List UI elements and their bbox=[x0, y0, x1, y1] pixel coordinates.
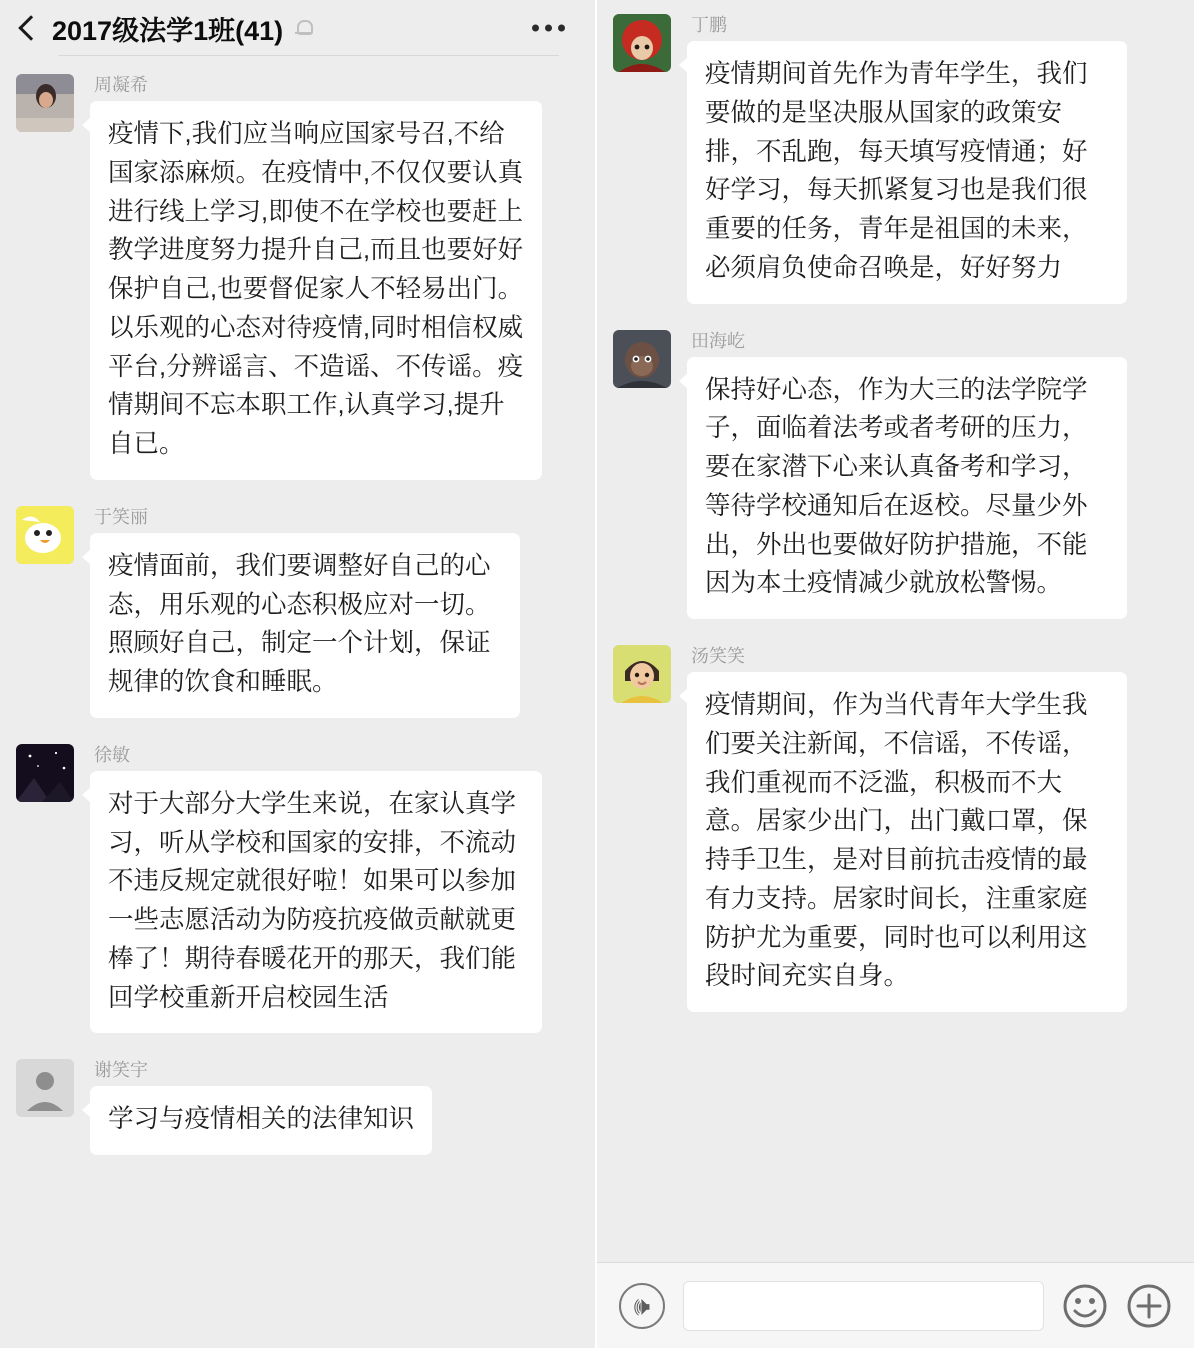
voice-record-icon[interactable] bbox=[619, 1283, 665, 1329]
emoji-smiley-icon[interactable] bbox=[1062, 1283, 1108, 1329]
more-dots-icon[interactable] bbox=[532, 25, 565, 32]
page-title: 2017级法学1班(41) bbox=[52, 15, 284, 46]
voice-glyph: 🕪 bbox=[633, 1290, 651, 1321]
list-item bbox=[16, 1059, 571, 1155]
list-item bbox=[16, 506, 571, 718]
message-bubble[interactable]: 学习与疫情相关的法律知识 bbox=[90, 1086, 432, 1155]
mute-bell-icon bbox=[293, 17, 315, 39]
avatar[interactable] bbox=[613, 645, 671, 703]
message-bubble[interactable]: 疫情下,我们应当响应国家号召,不给国家添麻烦。在疫情中,不仅仅要认真进行线上学习,即使不在学校也要赶上教学进度努力提升自己,而且也要好好保护自己,也要督促家人不轻易出门。以乐观的心态对待疫情,同时相信权威平台,分辨谣言、不造谣、不传谣。疫情期间不忘本职工作,认真学习,提升自已。 bbox=[90, 101, 542, 480]
message-body bbox=[90, 744, 542, 1034]
avatar-cartoon-child-icon bbox=[613, 330, 671, 388]
avatar-red-figure-icon bbox=[613, 14, 671, 72]
message-body bbox=[90, 506, 520, 718]
list-item bbox=[16, 74, 571, 480]
sender-name: 丁鹏 bbox=[691, 15, 727, 35]
message-body bbox=[687, 14, 1127, 304]
avatar-night-sky-icon bbox=[16, 744, 74, 802]
right-message-list bbox=[597, 0, 1194, 1048]
avatar-cartoon-girl-icon bbox=[613, 645, 671, 703]
avatar[interactable] bbox=[16, 1059, 74, 1117]
sender-name: 周凝希 bbox=[94, 75, 148, 95]
message-input[interactable] bbox=[683, 1281, 1044, 1331]
list-item bbox=[613, 330, 1166, 620]
message-bubble[interactable]: 疫情期间首先作为青年学生，我们要做的是坚决服从国家的政策安排，不乱跑，每天填写疫情通；好好学习，每天抓紧复习也是我们很重要的任务，青年是祖国的未来，必须肩负使命召唤是，好好努力 bbox=[687, 41, 1127, 304]
avatar[interactable] bbox=[16, 74, 74, 132]
list-item bbox=[613, 645, 1166, 1012]
right-chat-pane bbox=[597, 0, 1194, 1348]
sender-name: 汤笑笑 bbox=[691, 646, 745, 666]
list-item bbox=[613, 14, 1166, 304]
message-body bbox=[687, 330, 1127, 620]
sender-name: 谢笑宇 bbox=[94, 1060, 148, 1081]
sender-name: 于笑丽 bbox=[94, 506, 148, 527]
message-body bbox=[90, 1059, 432, 1155]
avatar-default-person-icon bbox=[16, 1059, 74, 1117]
avatar[interactable] bbox=[16, 506, 74, 564]
header-divider bbox=[58, 55, 559, 56]
avatar[interactable] bbox=[16, 744, 74, 802]
sender-name: 田海屹 bbox=[691, 330, 745, 351]
message-bubble[interactable]: 疫情期间，作为当代青年大学生我们要关注新闻，不信谣，不传谣，我们重视而不泛滥，积极而不大意。居家少出门，出门戴口罩，保持手卫生，是对目前抗击疫情的最有力支持。居家时间长，注重家庭防护尤为重要，同时也可以利用这段时间充实自身。 bbox=[687, 672, 1127, 1012]
message-body bbox=[687, 645, 1127, 1012]
message-bubble[interactable]: 对于大部分大学生来说，在家认真学习，听从学校和国家的安排，不流动不违反规定就很好啦！如果可以参加一些志愿活动为防疫抗疫做贡献就更棒了！期待春暖花开的那天，我们能回学校重新开启校园生活 bbox=[90, 771, 542, 1034]
message-bubble[interactable]: 疫情面前，我们要调整好自己的心态，用乐观的心态积极应对一切。照顾好自己，制定一个计划，保证规律的饮食和睡眠。 bbox=[90, 533, 520, 718]
list-item bbox=[16, 744, 571, 1034]
avatar[interactable] bbox=[613, 14, 671, 72]
chat-input-bar bbox=[597, 1262, 1194, 1348]
message-bubble[interactable]: 保持好心态，作为大三的法学院学子，面临着法考或者考研的压力，要在家潜下心来认真备考和学习，等待学校通知后在返校。尽量少外出，外出也要做好防护措施，不能因为本土疫情减少就放松警惕。 bbox=[687, 357, 1127, 620]
chat-header bbox=[0, 0, 595, 56]
avatar-cartoon-duck-icon bbox=[16, 506, 74, 564]
left-message-list bbox=[0, 56, 595, 1191]
back-chevron-icon[interactable] bbox=[18, 11, 38, 45]
sender-name: 徐敏 bbox=[94, 744, 130, 765]
plus-more-icon[interactable] bbox=[1126, 1283, 1172, 1329]
message-body bbox=[90, 74, 542, 480]
avatar-photo-woman-icon bbox=[16, 74, 74, 132]
avatar[interactable] bbox=[613, 330, 671, 388]
